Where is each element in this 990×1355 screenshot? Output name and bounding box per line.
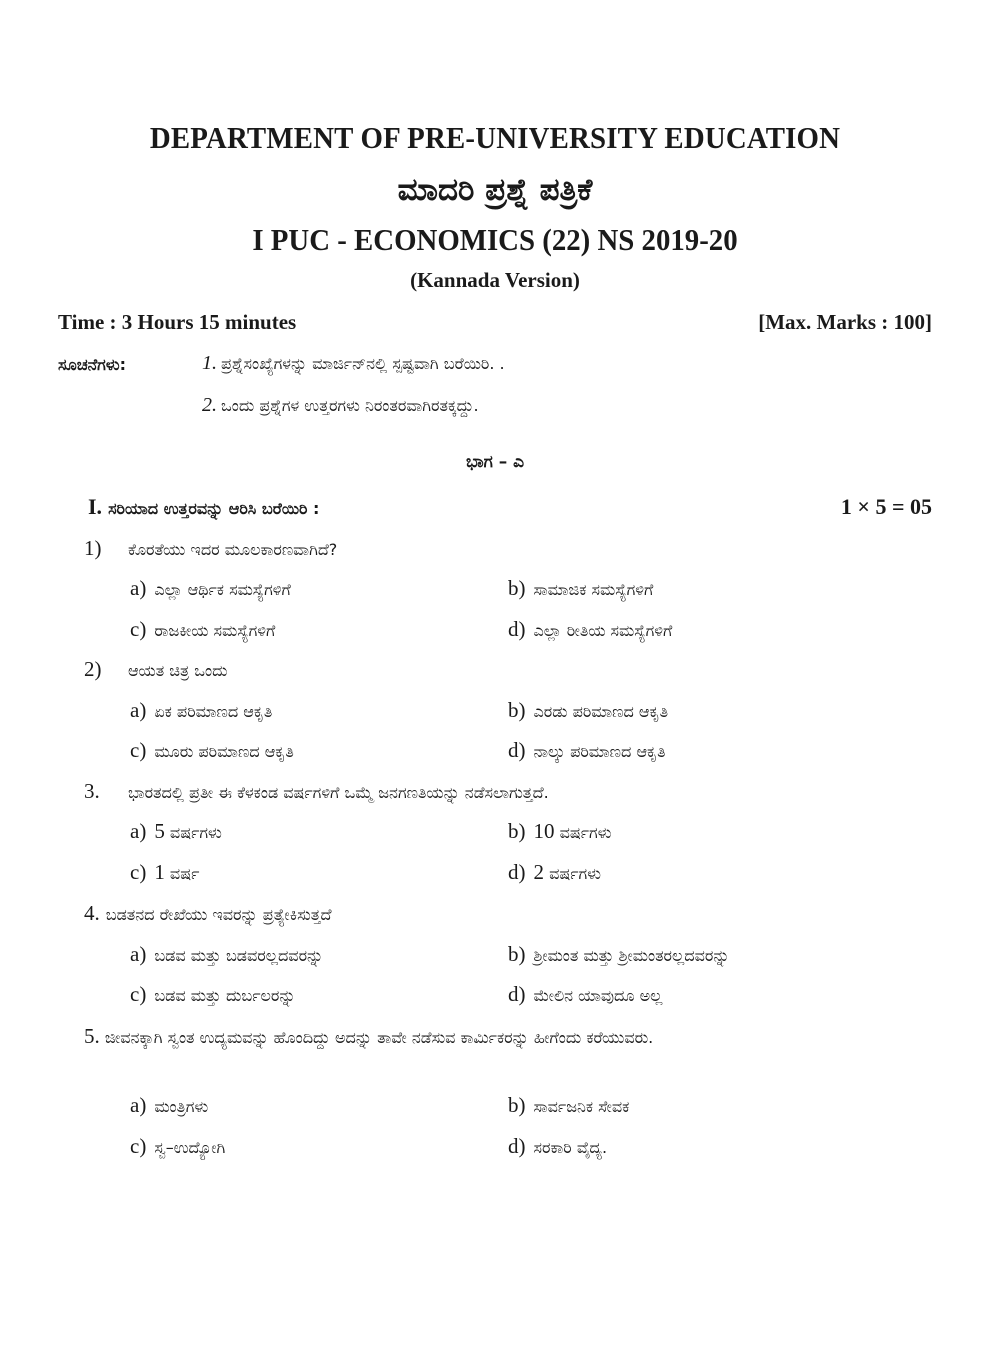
part-heading: ಭಾಗ – ಎ: [465, 452, 525, 472]
time-allowed: Time : 3 Hours 15 minutes: [58, 310, 297, 334]
option-b: b) ಸಾರ್ವಜನಿಕ ಸೇವಕ: [508, 1093, 630, 1117]
option-c: c) ಸ್ವ–ಉದ್ಯೋಗಿ: [130, 1134, 226, 1158]
option-d: d) ಸರಕಾರಿ ವೈದ್ಯ.: [508, 1134, 608, 1158]
question-3: [84, 779, 549, 804]
instruction-number: 2.: [202, 394, 217, 416]
option-a: a) ಏಕ ಪರಿಮಾಣದ ಆಕೃತಿ: [130, 698, 273, 722]
question-5: [84, 1023, 932, 1051]
question-text: ಜೀವನಕ್ಕಾಗಿ ಸ್ವಂತ ಉದ್ಯಮವನ್ನು ಹೊಂದಿದ್ದು ಅದನ್ನು ತಾವೇ ನಡೆಸುವ ಕಾರ್ಮಿಕರನ್ನು ಹೀಗೆಂದು ಕರೆಯುವರು.: [104, 1028, 654, 1047]
question-2: [84, 657, 228, 682]
instruction-item: [202, 394, 479, 417]
option-a: a) ಬಡವ ಮತ್ತು ಬಡವರಲ್ಲದವರನ್ನು: [130, 942, 324, 966]
question-text: ಕೊರತೆಯು ಇದರ ಮೂಲಕಾರಣವಾಗಿದೆ?: [128, 540, 338, 559]
instruction-number: 1.: [202, 352, 217, 374]
option-d: d) ಎಲ್ಲಾ ರೀತಿಯ ಸಮಸ್ಯೆಗಳಿಗೆ: [508, 617, 673, 641]
section-title: [88, 494, 319, 520]
section-marks: 1 × 5 = 05: [840, 494, 932, 519]
instruction-item: [202, 352, 505, 375]
max-marks: [Max. Marks : 100]: [758, 310, 932, 334]
section-number: I.: [88, 494, 103, 519]
option-a: a) 5 ವರ್ಷಗಳು: [130, 819, 222, 843]
instructions-label: ಸೂಚನೆಗಳು:: [58, 355, 126, 374]
paper-type-title: ಮಾದರಿ ಪ್ರಶ್ನೆ ಪತ್ರಿಕೆ: [397, 172, 593, 208]
option-c: c) 1 ವರ್ಷ: [130, 860, 200, 884]
option-c: c) ಬಡವ ಮತ್ತು ದುರ್ಬಲರನ್ನು: [130, 982, 296, 1006]
question-number: 4.: [84, 901, 100, 925]
option-a: a) ಮಂತ್ರಿಗಳು: [130, 1093, 209, 1117]
option-d: d) 2 ವರ್ಷಗಳು: [508, 860, 601, 884]
course-title: I PUC - ECONOMICS (22) NS 2019-20: [252, 222, 738, 257]
question-number: 2): [84, 657, 102, 681]
option-c: c) ಮೂರು ಪರಿಮಾಣದ ಆಕೃತಿ: [130, 738, 294, 762]
option-b: b) ಶ್ರೀಮಂತ ಮತ್ತು ಶ್ರೀಮಂತರಲ್ಲದವರನ್ನು: [508, 942, 730, 966]
section-instruction: ಸರಿಯಾದ ಉತ್ತರವನ್ನು ಆರಿಸಿ ಬರೆಯಿರಿ :: [108, 499, 320, 518]
option-d: d) ಮೇಲಿನ ಯಾವುದೂ ಅಲ್ಲ: [508, 982, 663, 1006]
question-text: ಭಾರತದಲ್ಲಿ ಪ್ರತೀ ಈ ಕೆಳಕಂಡ ವರ್ಷಗಳಿಗೆ ಒಮ್ಮೆ ಜನಗಣತಿಯನ್ನು ನಡೆಸಲಾಗುತ್ತದೆ.: [128, 783, 549, 802]
option-b: b) ಎರಡು ಪರಿಮಾಣದ ಆಕೃತಿ: [508, 698, 669, 722]
option-d: d) ನಾಲ್ಕು ಪರಿಮಾಣದ ಆಕೃತಿ: [508, 738, 666, 762]
version-label: (Kannada Version): [410, 268, 580, 292]
question-number: 1): [84, 536, 102, 560]
question-1: [84, 536, 337, 561]
option-b: b) 10 ವರ್ಷಗಳು: [508, 819, 612, 843]
question-text: ಬಡತನದ ರೇಖೆಯು ಇವರನ್ನು ಪ್ರತ್ಯೇಕಿಸುತ್ತದೆ: [105, 905, 332, 924]
instruction-text: ಒಂದು ಪ್ರಶ್ನೆಗಳ ಉತ್ತರಗಳು ನಿರಂತರವಾಗಿರತಕ್ಕದ್ದು.: [221, 396, 479, 415]
question-4: [84, 901, 332, 926]
instruction-text: ಪ್ರಶ್ನೆಸಂಖ್ಯೆಗಳನ್ನು ಮಾರ್ಜಿನ್‌ನಲ್ಲಿ ಸ್ಪಷ್ಟವಾಗಿ ಬರೆಯಿರಿ. .: [221, 354, 505, 373]
department-heading: DEPARTMENT OF PRE-UNIVERSITY EDUCATION: [149, 120, 841, 155]
option-b: b) ಸಾಮಾಜಿಕ ಸಮಸ್ಯೆಗಳಿಗೆ: [508, 576, 654, 600]
option-a: a) ಎಲ್ಲಾ ಆರ್ಥಿಕ ಸಮಸ್ಯೆಗಳಿಗೆ: [130, 576, 291, 600]
option-c: c) ರಾಜಕೀಯ ಸಮಸ್ಯೆಗಳಿಗೆ: [130, 617, 276, 641]
question-number: 5.: [84, 1024, 100, 1048]
question-number: 3.: [84, 779, 100, 803]
question-text: ಆಯತ ಚಿತ್ರ ಒಂದು: [128, 661, 228, 680]
